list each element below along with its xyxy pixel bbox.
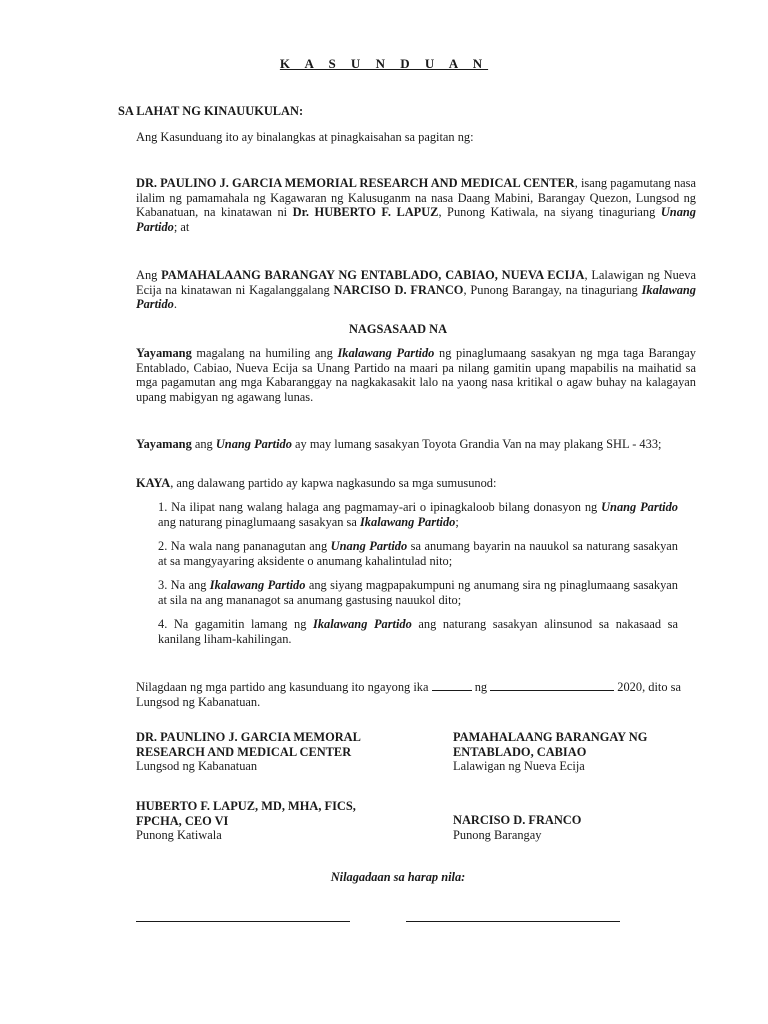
document-title: K A S U N D U A N: [279, 56, 489, 71]
whereas2-text1: ang: [191, 437, 216, 451]
whereas2-text2: ay may lumang sasakyan Toyota Grandia Van na may plakang SHL - 433;: [291, 437, 662, 451]
signed-text1: Nilagdaan ng mga partido ang kasunduang ito ngayong ika: [136, 680, 432, 694]
party2-text1: , Lalawigan ng Nueva Ecija na kinatawan ni Kagalanggalang: [136, 268, 696, 297]
party2-lead: Ang: [136, 268, 162, 282]
party2-alias: Ikalawang Partido: [136, 282, 696, 312]
month-blank: [490, 689, 614, 691]
party1-alias: Unang Partido: [136, 205, 696, 234]
salutation: SA LAHAT NG KINAUUKULAN:: [118, 104, 304, 118]
signatory-right: [453, 730, 683, 774]
item-text: 2. Na wala nang pananagutan ang: [158, 539, 331, 553]
list-item: [158, 617, 678, 646]
signatory-left-role: Punong Katiwala: [136, 828, 222, 843]
signatory-left: [136, 730, 398, 774]
whereas1-paragraph: [118, 346, 696, 404]
item-text: ang siyang magpapakumpuni ng anumang sira ng pinaglumaang sasakyan at sila na ang mananagot sa anumang gastusing nauukol dito;: [158, 578, 678, 607]
party1-rep: Dr. HUBERTO F. LAPUZ: [292, 205, 439, 220]
item-text: ang naturang sasakyan alinsunod sa nakasaad sa kanilang liham-kahilingan.: [158, 617, 679, 646]
witness-heading: Nilagadaan sa harap nila:: [330, 870, 466, 884]
whereas1-text1: magalang na humiling ang: [191, 346, 338, 360]
party1-name: DR. PAULINO J. GARCIA MEMORIAL RESEARCH AND MEDICAL CENTER: [136, 176, 575, 190]
signatory-right-role: Punong Barangay: [453, 827, 542, 842]
party2-rep: NARCISO D. FRANCO: [333, 282, 464, 297]
item-alias: Unang Partido: [601, 500, 678, 514]
party2-paragraph: [118, 268, 696, 312]
whereas2-paragraph: [118, 437, 696, 452]
therefore-text: , ang dalawang partido ay kapwa nagkasundo sa mga sumusunod:: [170, 476, 497, 490]
day-blank: [432, 689, 472, 691]
item-text: 3. Na ang: [158, 578, 210, 592]
signatory-left-org: DR. PAUNLINO J. GARCIA MEMORAL RESEARCH AND MEDICAL CENTER: [136, 730, 361, 759]
whereas2-lead: Yayamang: [136, 437, 192, 451]
party1-text3: ; at: [173, 219, 190, 234]
item-text: 1. Na ilipat nang walang halaga ang pagmamay-ari o ipinagkaloob bilang donasyon ng: [158, 500, 602, 514]
item-text: ;: [455, 514, 459, 529]
witness-signature-line-1: [136, 921, 350, 922]
item-alias: Unang Partido: [330, 539, 408, 553]
whereas1-text2: ng pinaglumaang sasakyan ng mga taga Barangay Entablado, Cabiao, Nueva Ecija sa Unang Partido na maari pa nilang gamitin upang mapabilis na maihatid sa mga pagamutan ang mga Kabaranggay na nagkakasakit lalo na yaong nasa kritikal o agaw buhay na kalagayan upang mabigyan ng agawang lunas.: [136, 346, 696, 404]
item-alias: Ikalawang Partido: [359, 514, 456, 529]
list-item: [158, 500, 678, 529]
item-text: 4. Na gagamitin lamang ng: [158, 617, 313, 631]
party1-paragraph: [118, 176, 696, 234]
party2-text3: .: [173, 297, 177, 312]
whereas1-lead: Yayamang: [136, 346, 192, 360]
signatory-right-place: Lalawigan ng Nueva Ecija: [453, 759, 585, 774]
signatory-right-person-block: [453, 813, 683, 842]
party2-text2: , Punong Barangay, na tinaguriang: [463, 282, 642, 297]
signatory-left-place: Lungsod ng Kabanatuan: [136, 759, 258, 774]
section-heading: NAGSASAAD NA: [348, 322, 448, 336]
signatory-right-org: PAMAHALAANG BARANGAY NG ENTABLADO, CABIAO: [453, 730, 648, 759]
signed-text2: ng: [471, 680, 491, 694]
item-alias: Ikalawang Partido: [313, 617, 412, 631]
witness-signature-line-2: [406, 921, 620, 922]
signatory-left-person: HUBERTO F. LAPUZ, MD, MHA, FICS, FPCHA, CEO VI: [136, 799, 356, 828]
item-text: sa anumang bayarin na nauukol sa naturang sasakyan at sa mangyayaring aksidente o anumang kahalintulad nito;: [158, 539, 678, 568]
therefore-paragraph: [118, 476, 696, 491]
item-alias: Ikalawang Partido: [209, 578, 306, 592]
signed-paragraph: [118, 680, 696, 709]
whereas1-alias: Ikalawang Partido: [337, 346, 435, 360]
list-item: [158, 578, 678, 607]
signatory-right-person: NARCISO D. FRANCO: [453, 813, 582, 827]
signed-text3: 2020, dito sa Lungsod ng Kabanatuan.: [136, 680, 681, 709]
party2-name: PAMAHALAANG BARANGAY NG ENTABLADO, CABIAO, NUEVA ECIJA: [161, 268, 585, 282]
therefore-lead: KAYA: [136, 476, 171, 490]
party1-text2: , Punong Katiwala, na siyang tinaguriang: [438, 205, 661, 220]
intro-paragraph: Ang Kasunduang ito ay binalangkas at pinagkaisahan sa pagitan ng:: [136, 130, 474, 144]
whereas2-alias: Unang Partido: [215, 437, 292, 451]
item-text: ang naturang pinaglumaang sasakyan sa: [158, 514, 360, 529]
signatory-left-person-block: [136, 799, 398, 843]
list-item: [158, 539, 678, 568]
party1-text1: , isang pagamutang nasa ilalim ng pamamahala ng Kagawaran ng Kalusuganm na nasa Daang Mabini, Barangay Quezon, Lungsod ng Kabanatuan, na kinatawan ni: [136, 176, 696, 220]
